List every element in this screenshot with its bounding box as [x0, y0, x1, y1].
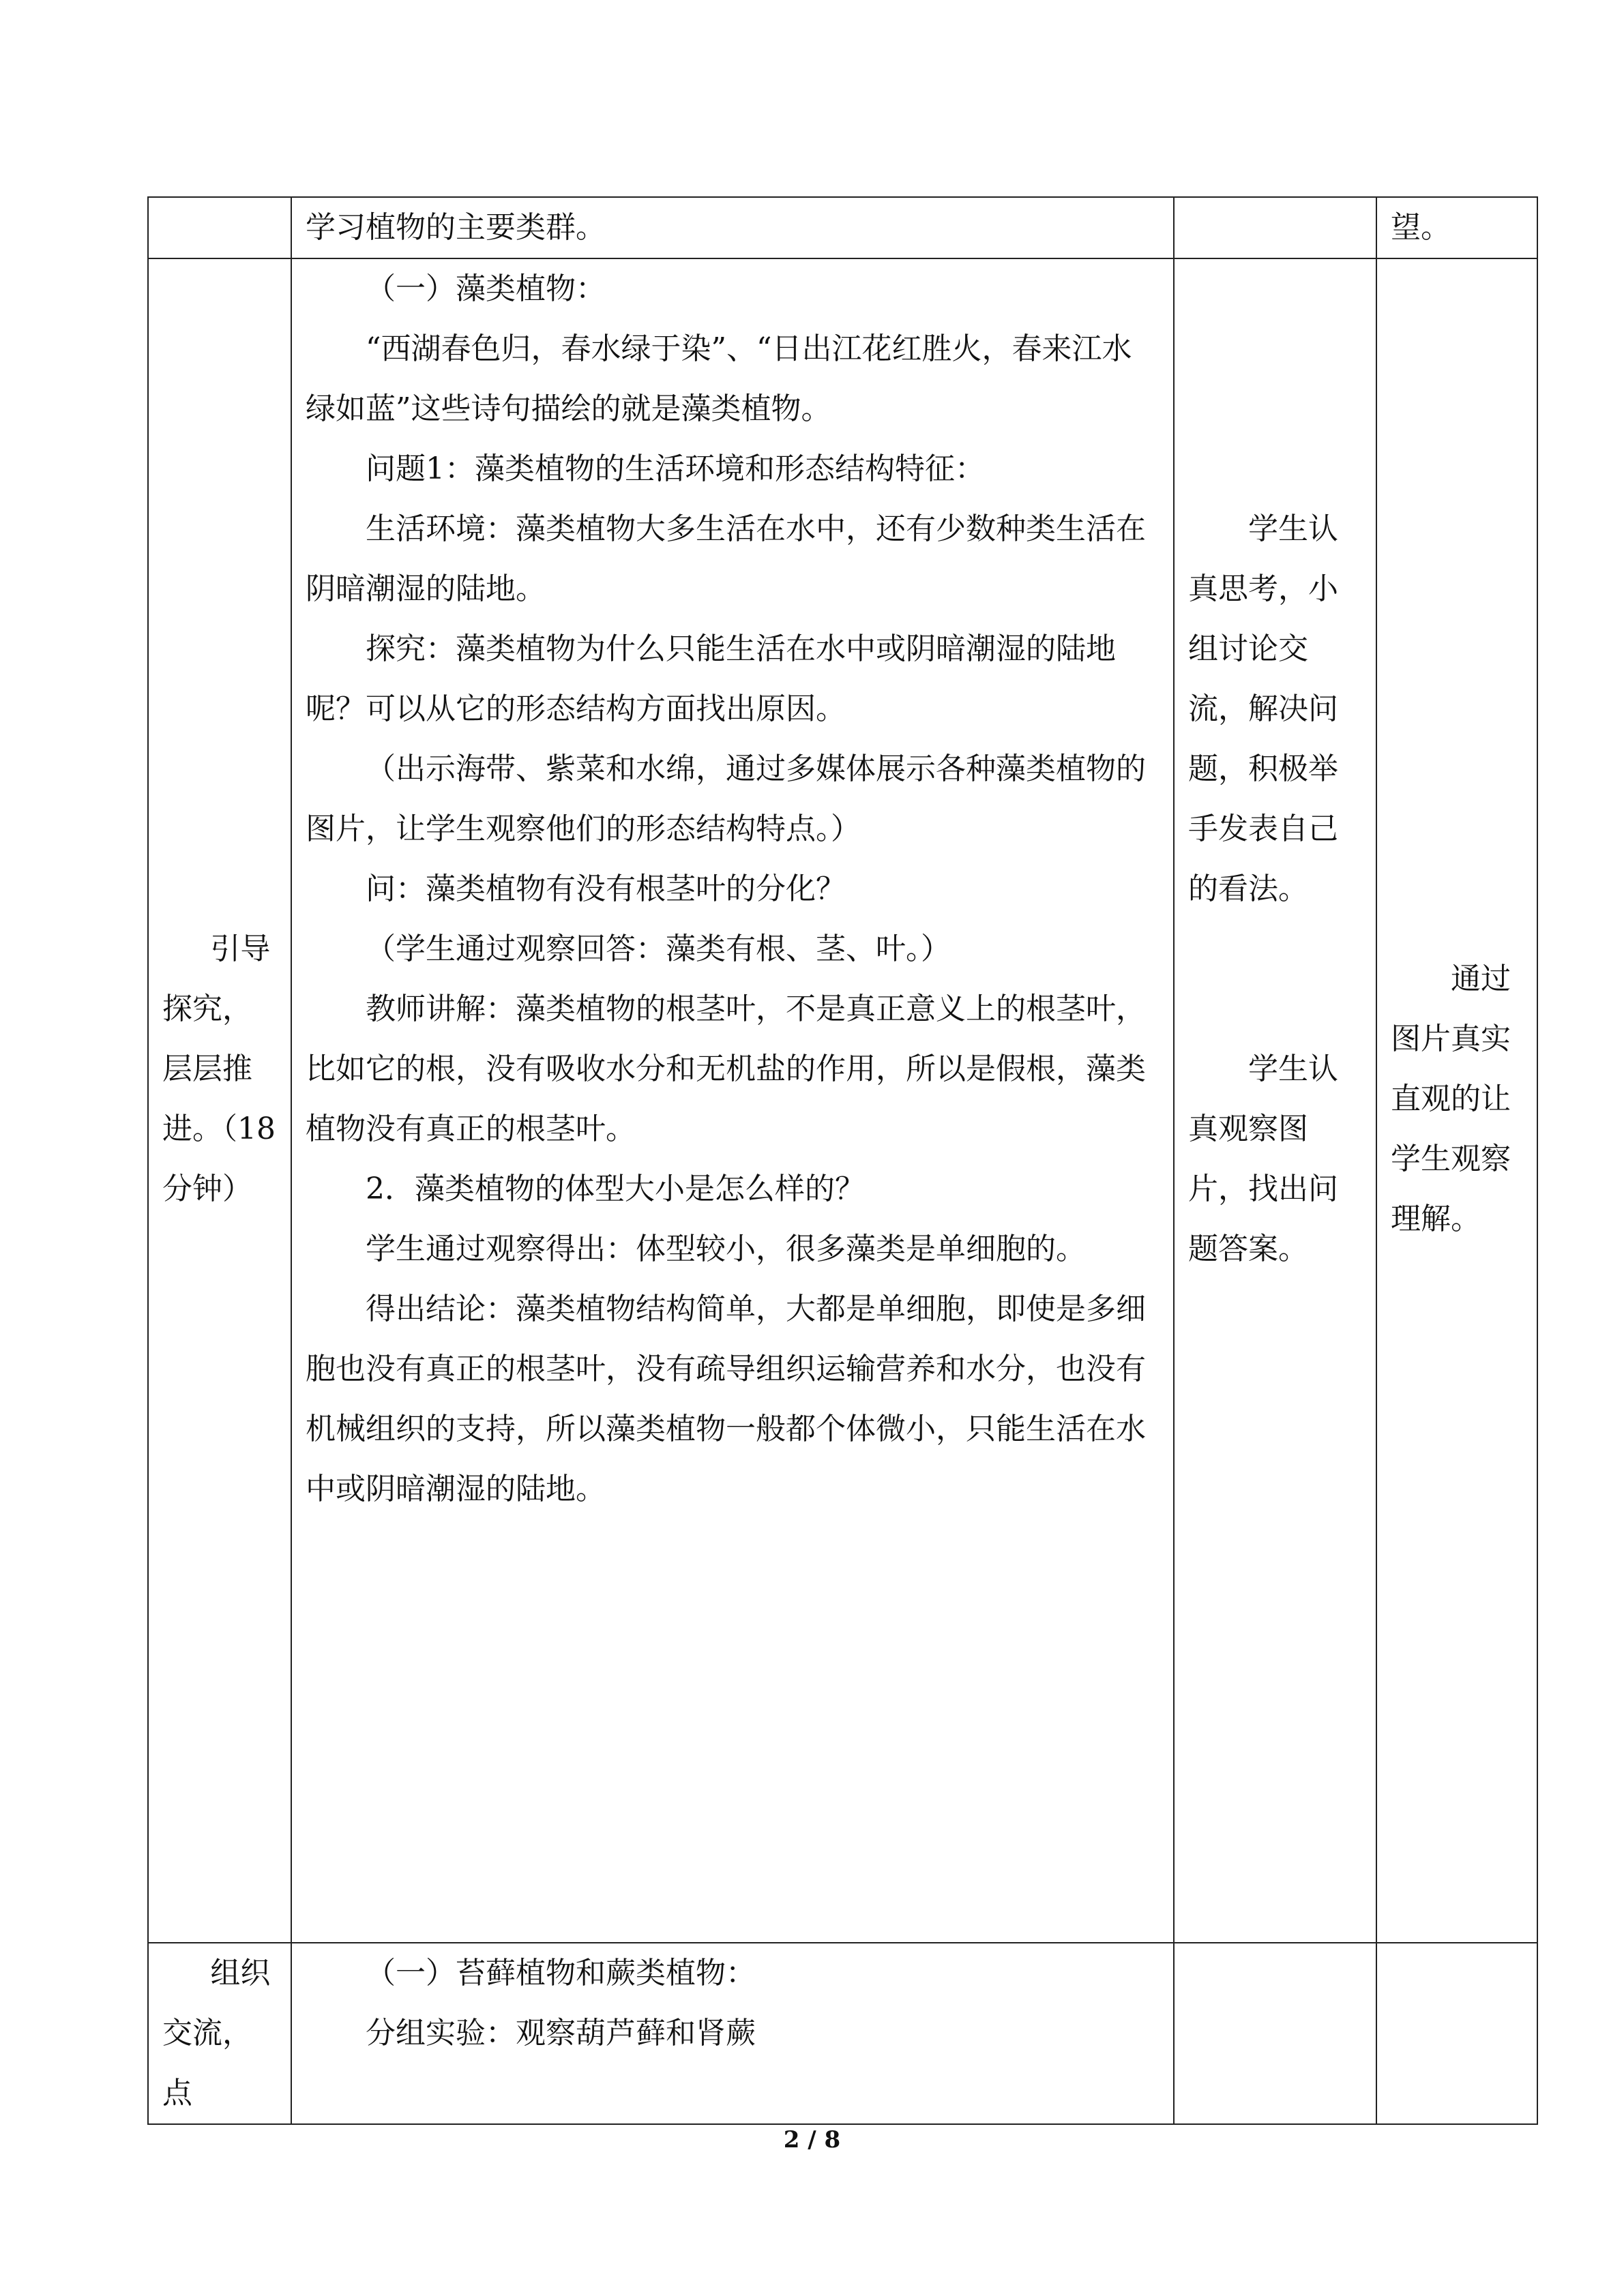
- student-activity-cell: [1174, 258, 1376, 1943]
- teacher-paragraph: 分组实验：观察葫芦藓和肾蕨: [366, 2016, 756, 2051]
- teacher-paragraph: （一）藻类植物：: [366, 271, 606, 306]
- intent-text: 望。: [1391, 210, 1451, 245]
- teacher-paragraph: 得出结论：藻类植物结构简单，大都是单细胞，即使是多细胞也没有真正的根茎叶，没有疏导组织运输营养和水分，也没有机械组织的支持，所以藻类植物一般都个体微小，只能生活在水中或阴暗潮湿的陆地。: [306, 1292, 1146, 1506]
- student-paragraph: 学生认真观察图片，找出问题答案。: [1188, 1052, 1338, 1266]
- teacher-paragraph: 2．藻类植物的体型大小是怎么样的？: [366, 1172, 865, 1206]
- teacher-activity-cell: [291, 258, 1174, 1943]
- student-paragraph: 学生认真思考，小组讨论交流，解决问题，积极举手发表自己的看法。: [1188, 511, 1338, 906]
- table-row: [148, 1943, 1537, 2124]
- teacher-activity-cell: [291, 1943, 1174, 2124]
- teacher-paragraph: 学生通过观察得出：体型较小，很多藻类是单细胞的。: [366, 1232, 1086, 1266]
- teacher-paragraph: （一）苔藓植物和蕨类植物：: [366, 1956, 756, 1991]
- teacher-paragraph: （出示海带、紫菜和水绵，通过多媒体展示各种藻类植物的图片，让学生观察他们的形态结构特点。）: [306, 751, 1146, 846]
- stage-cell: [148, 258, 291, 1943]
- stage-label: 组织交流，点: [162, 1956, 271, 2111]
- teacher-paragraph: 生活环境：藻类植物大多生活在水中，还有少数种类生活在阴暗潮湿的陆地。: [306, 511, 1146, 606]
- stage-label: 引导探究，层层推进。（18分钟）: [162, 931, 276, 1206]
- teacher-paragraph: 问：藻类植物有没有根茎叶的分化？: [366, 871, 846, 906]
- design-intent-cell: [1376, 1943, 1537, 2124]
- stage-cell: [148, 1943, 291, 2124]
- intent-paragraph: 通过图片真实直观的让学生观察理解。: [1391, 961, 1511, 1236]
- teacher-paragraph: “西湖春色归，春水绿于染”、“日出江花红胜火，春来江水绿如蓝”这些诗句描绘的就是藻类植物。: [306, 331, 1132, 426]
- stage-cell: [148, 197, 291, 258]
- student-activity-cell: [1174, 197, 1376, 258]
- teacher-paragraph: 探究：藻类植物为什么只能生活在水中或阴暗潮湿的陆地呢？可以从它的形态结构方面找出原因。: [306, 631, 1116, 726]
- teacher-text: 学习植物的主要类群。: [306, 210, 606, 245]
- lesson-plan-table: [147, 196, 1538, 2125]
- teacher-paragraph: （学生通过观察回答：藻类有根、茎、叶。）: [366, 931, 951, 966]
- table-row: [148, 197, 1537, 258]
- page-number: 2 / 8: [783, 2126, 841, 2153]
- design-intent-cell: [1376, 197, 1537, 258]
- student-activity-cell: [1174, 1943, 1376, 2124]
- design-intent-cell: [1376, 258, 1537, 1943]
- teacher-paragraph: 问题1：藻类植物的生活环境和形态结构特征：: [366, 451, 985, 486]
- table-row: [148, 258, 1537, 1943]
- teacher-activity-cell: [291, 197, 1174, 258]
- teacher-paragraph: 教师讲解：藻类植物的根茎叶，不是真正意义上的根茎叶，比如它的根，没有吸收水分和无机盐的作用，所以是假根，藻类植物没有真正的根茎叶。: [306, 992, 1146, 1146]
